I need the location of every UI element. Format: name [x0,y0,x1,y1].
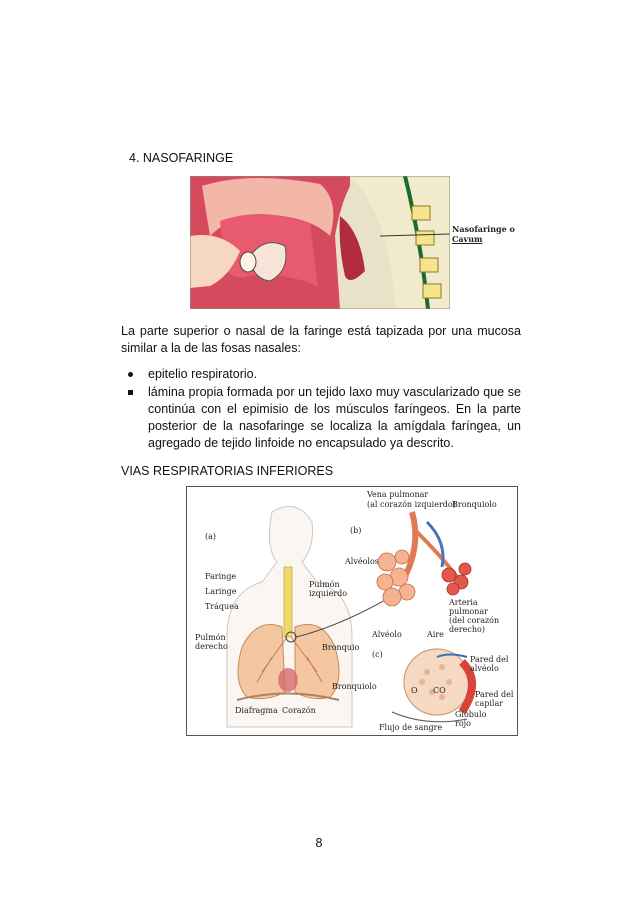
label-vena-pulmonar-2: (al corazón izquierdo) [367,500,456,509]
label-co2: CO [433,686,446,695]
label-arteria-3: (del corazón [449,616,500,625]
list-item-text: epitelio respiratorio. [148,367,258,381]
section-title: VIAS RESPIRATORIAS INFERIORES [121,464,334,478]
list-item-text: lámina propia formada por un tejido laxo muy vascularizado que se continúa con el epimisio de los músculos faríngeos. En la parte posterior de la nasofaringe se localiza la amígdala faríngea, un agregado de tejido linfoide no encapsulado ya descrito. [148,385,521,450]
label-arteria-4: derecho) [449,625,485,634]
figure-label-nasofaringe [452,224,515,244]
label-pulmon-izquierdo: Pulmón [309,580,340,589]
respiratory-illustration [187,487,517,735]
label-pared-capilar: Pared del [475,690,514,699]
body-paragraph: La parte superior o nasal de la faringe está tapizada por una mucosa similar a la de las fosas nasales: [121,324,521,355]
respiratory-figure [186,486,518,736]
label-globulo: Glóbulo [455,710,487,719]
label-diafragma: Diafragma [235,706,278,715]
label-alveolo: Alvéolo [372,630,402,639]
label-corazon: Corazón [282,706,316,715]
label-nasofaringe-line2: Cavum [452,234,483,244]
label-bronquiolo: Bronquiolo [332,682,377,691]
label-alveolos: Alvéolos [345,557,379,566]
label-arteria-2: pulmonar [449,607,488,616]
label-globulo-2: rojo [455,719,471,728]
list-item [121,366,521,383]
label-traquea: Tráquea [205,602,239,611]
label-faringe: Faringe [205,572,237,581]
bullet-list [121,366,521,453]
label-pared-capilar-2: capilar [475,699,504,708]
section-heading-nasofaringe: 4. NASOFARINGE [129,151,234,165]
bullet-dot-icon [128,372,133,377]
label-aire: Aire [427,630,444,639]
label-pulmon-derecho: Pulmón [195,633,226,642]
label-o2: O [411,686,418,695]
label-pulmon-izquierdo-2: izquierdo [309,589,348,598]
list-item [121,384,521,452]
label-nasofaringe-line1: Nasofaringe o [452,224,515,234]
nasofaringe-illustration [190,176,450,309]
label-pared-alveolo: Pared del [470,655,509,664]
nasofaringe-figure [190,176,450,309]
page-number: 8 [315,836,323,850]
bullet-square-icon [128,390,133,395]
label-flujo-sangre: Flujo de sangre [379,723,443,732]
label-pared-alveolo-2: alvéolo [470,664,499,673]
label-bronquiolo-top: Bronquiolo [452,500,497,509]
label-arteria: Arteria [449,598,478,607]
label-vena-pulmonar: Vena pulmonar [367,490,429,499]
label-laringe: Laringe [205,587,237,596]
label-panel-c: (c) [372,650,383,659]
label-panel-a: (a) [205,532,217,541]
label-panel-b: (b) [350,526,362,535]
label-bronquio: Bronquio [322,643,360,652]
label-pulmon-derecho-2: derecho [195,642,228,651]
